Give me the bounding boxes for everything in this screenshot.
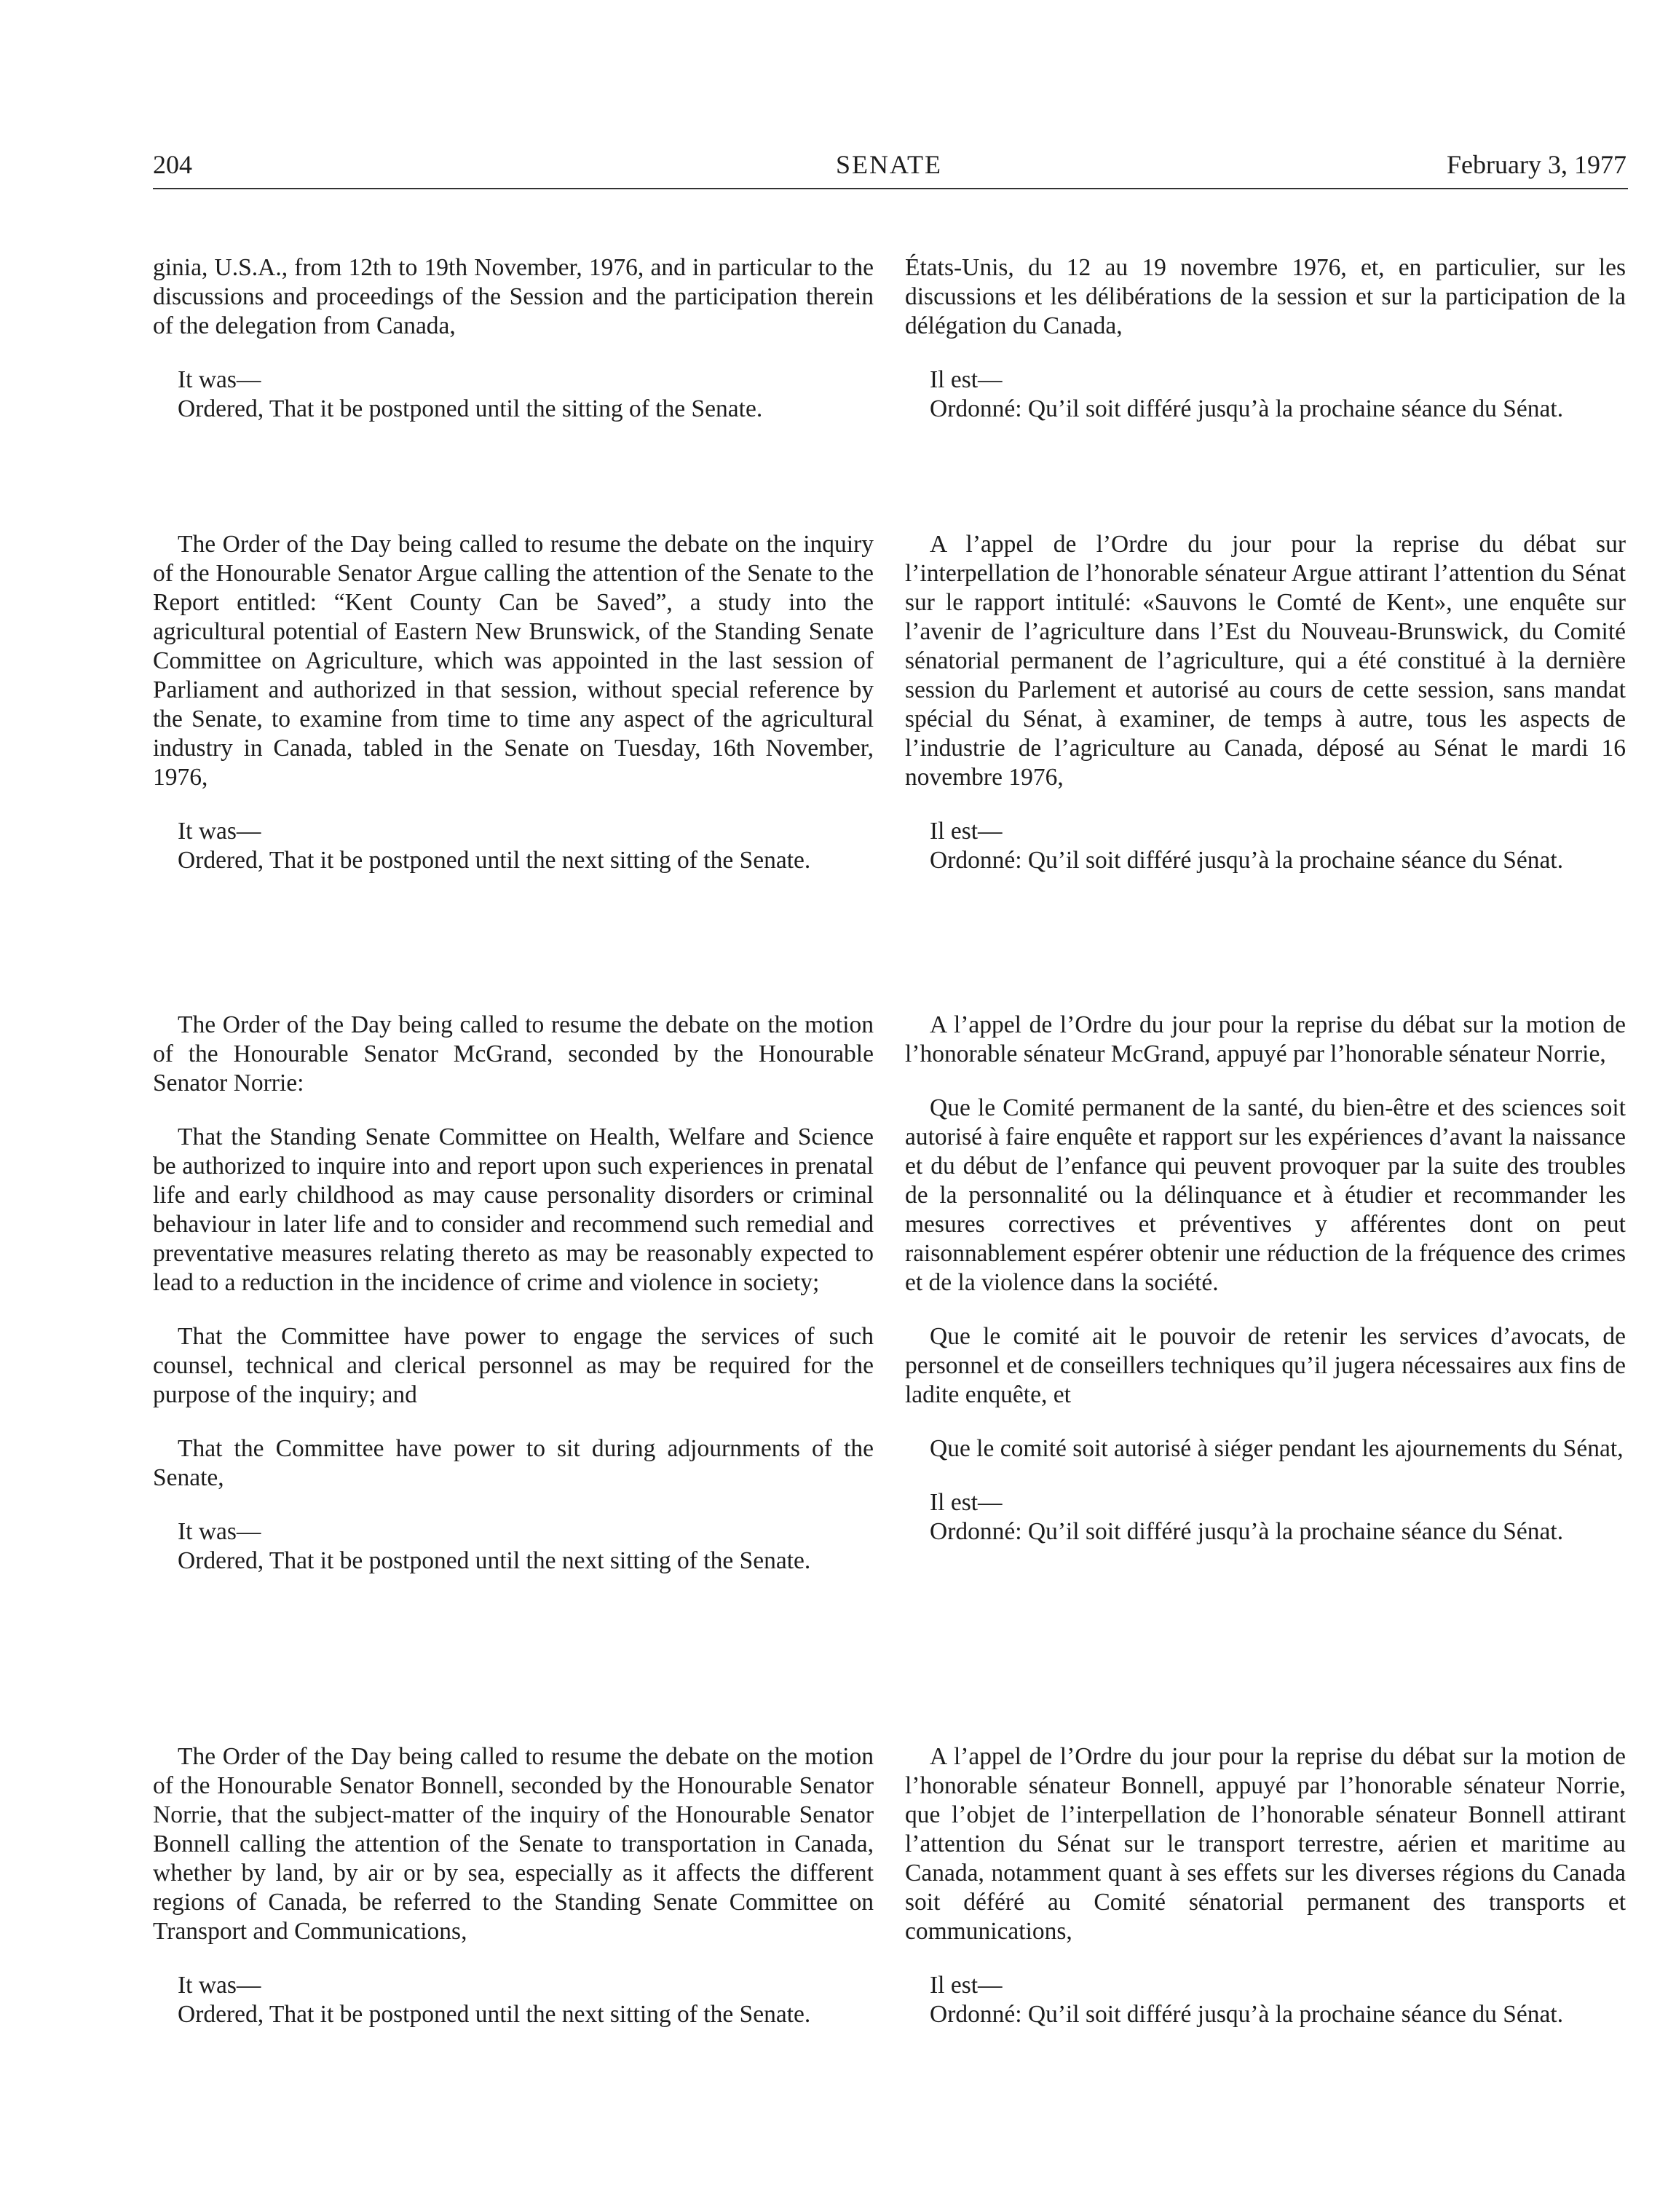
entry-paragraph: A l’appel de l’Ordre du jour pour la reprise du débat sur la motion de l’honorable sénateur McGrand, appuyé par l’honorable sénateur Norrie,: [905, 1011, 1626, 1067]
french-entry: [905, 1011, 1626, 1547]
entry-paragraph: The Order of the Day being called to resume the debate on the inquiry of the Honourable Senator Argue calling the attention of the Senate to the Report entitled: “Kent County Can be Saved”, a study into the agricultural potential of Eastern New Brunswick, of the Standing Senate Committee on Agriculture, which was appointed in the last session of Parliament and authorized in that session, without special reference by the Senate, to examine from time to time any aspect of the agricultural industry in Canada, tabled in the Senate on Tuesday, 16th November, 1976,: [153, 531, 874, 791]
it-was-line: Il est—: [930, 366, 1003, 393]
entry-paragraph: États-Unis, du 12 au 19 novembre 1976, et, en particulier, sur les discussions et les délibérations de la session et sur la participation de la délégation du Canada,: [905, 254, 1626, 339]
entry-paragraph: The Order of the Day being called to resume the debate on the motion of the Honourable Senator McGrand, seconded by the Honourable Senator Norrie:: [153, 1011, 874, 1097]
english-entry: [153, 253, 874, 424]
entry-paragraph: The Order of the Day being called to resume the debate on the motion of the Honourable Senator Bonnell, seconded by the Honourable Senator Norrie, that the subject-matter of the inquiry of the Honourable Senator Bonnell calling the attention of the Senate to transportation in Canada, whether by land, by air or by sea, especially as it affects the different regions of Canada, be referred to the Standing Senate Committee on Transport and Communications,: [153, 1743, 874, 1945]
page-date: February 3, 1977: [1447, 150, 1626, 179]
ordered-line: Ordered, That it be postponed until the next sitting of the Senate.: [178, 1547, 811, 1574]
entry-paragraph: A l’appel de l’Ordre du jour pour la reprise du débat sur la motion de l’honorable sénateur Bonnell, appuyé par l’honorable sénateur Norrie, que l’objet de l’interpellation de l’honorable sénateur Bonnell attirant l’attention du Sénat sur le transport terrestre, aérien et maritime au Canada, notamment quant à ses effets sur les diverses régions du Canada soit déféré au Comité sénatorial permanent des transports et communications,: [905, 1743, 1626, 1945]
ordered-line: Ordonné: Qu’il soit différé jusqu’à la prochaine séance du Sénat.: [930, 847, 1564, 874]
entry-paragraph: Que le comité soit autorisé à siéger pendant les ajournements du Sénat,: [930, 1435, 1624, 1462]
header-rule: [153, 188, 1628, 189]
entry-paragraph: That the Committee have power to engage the services of such counsel, technical and clerical personnel as may be required for the purpose of the inquiry; and: [153, 1323, 874, 1408]
entry-paragraph: That the Standing Senate Committee on Health, Welfare and Science be authorized to inquire into and report upon such experiences in prenatal life and early childhood as may cause personality disorders or criminal behaviour in later life and to consider and recommend such remedial and preventative measures relating thereto as may be reasonably expected to lead to a reduction in the incidence of crime and violence in society;: [153, 1123, 874, 1296]
it-was-line: It was—: [178, 1972, 261, 1999]
page-number: 204: [153, 150, 192, 179]
it-was-line: Il est—: [930, 1972, 1003, 1999]
english-entry: [153, 1011, 874, 1576]
ordered-line: Ordered, That it be postponed until the sitting of the Senate.: [178, 395, 763, 422]
it-was-line: It was—: [178, 1518, 261, 1545]
french-entry: [905, 253, 1626, 424]
ordered-line: Ordonné: Qu’il soit différé jusqu’à la prochaine séance du Sénat.: [930, 1518, 1564, 1545]
ordered-line: Ordonné: Qu’il soit différé jusqu’à la prochaine séance du Sénat.: [930, 395, 1564, 422]
english-entry: [153, 530, 874, 875]
entry-paragraph: A l’appel de l’Ordre du jour pour la reprise du débat sur l’interpellation de l’honorable sénateur Argue attirant l’attention du Sénat sur le rapport intitulé: «Sauvons le Comté de Kent», une enquête sur l’avenir de l’agriculture dans l’Est du Nouveau-Brunswick, du Comité sénatorial permanent de l’agriculture, qui a été constitué à la dernière session du Parlement et autorisé au cours de cette session, sans mandat spécial du Sénat, à examiner, de temps à autre, tous les aspects de l’industrie de l’agriculture au Canada, déposé au Sénat le mardi 16 novembre 1976,: [905, 531, 1626, 791]
it-was-line: It was—: [178, 366, 261, 393]
entry-paragraph: Que le comité ait le pouvoir de retenir les services d’avocats, de personnel et de conseillers techniques qu’il jugera nécessaires aux fins de ladite enquête, et: [905, 1323, 1626, 1408]
french-entry: [905, 530, 1626, 875]
ordered-line: Ordered, That it be postponed until the next sitting of the Senate.: [178, 2001, 811, 2028]
it-was-line: Il est—: [930, 818, 1003, 845]
entry-paragraph: That the Committee have power to sit during adjournments of the Senate,: [153, 1435, 874, 1491]
page-title: SENATE: [836, 150, 942, 179]
it-was-line: Il est—: [930, 1489, 1003, 1516]
entry-paragraph: Que le Comité permanent de la santé, du bien-être et des sciences soit autorisé à faire enquête et rapport sur les expériences d’avant la naissance et du début de l’enfance qui peuvent provoquer par la suite des troubles de la personnalité ou la délinquance et à étudier et recommander les mesures correctives et préventives y afférentes dont on peut raisonnablement espérer obtenir une réduction de la fréquence des crimes et de la violence dans la société.: [905, 1094, 1626, 1296]
ordered-line: Ordonné: Qu’il soit différé jusqu’à la prochaine séance du Sénat.: [930, 2001, 1564, 2028]
it-was-line: It was—: [178, 818, 261, 845]
entry-paragraph: ginia, U.S.A., from 12th to 19th November, 1976, and in particular to the discussions and proceedings of the Session and the participation therein of the delegation from Canada,: [153, 254, 874, 339]
english-entry: [153, 1742, 874, 2029]
ordered-line: Ordered, That it be postponed until the next sitting of the Senate.: [178, 847, 811, 874]
french-entry: [905, 1742, 1626, 2029]
